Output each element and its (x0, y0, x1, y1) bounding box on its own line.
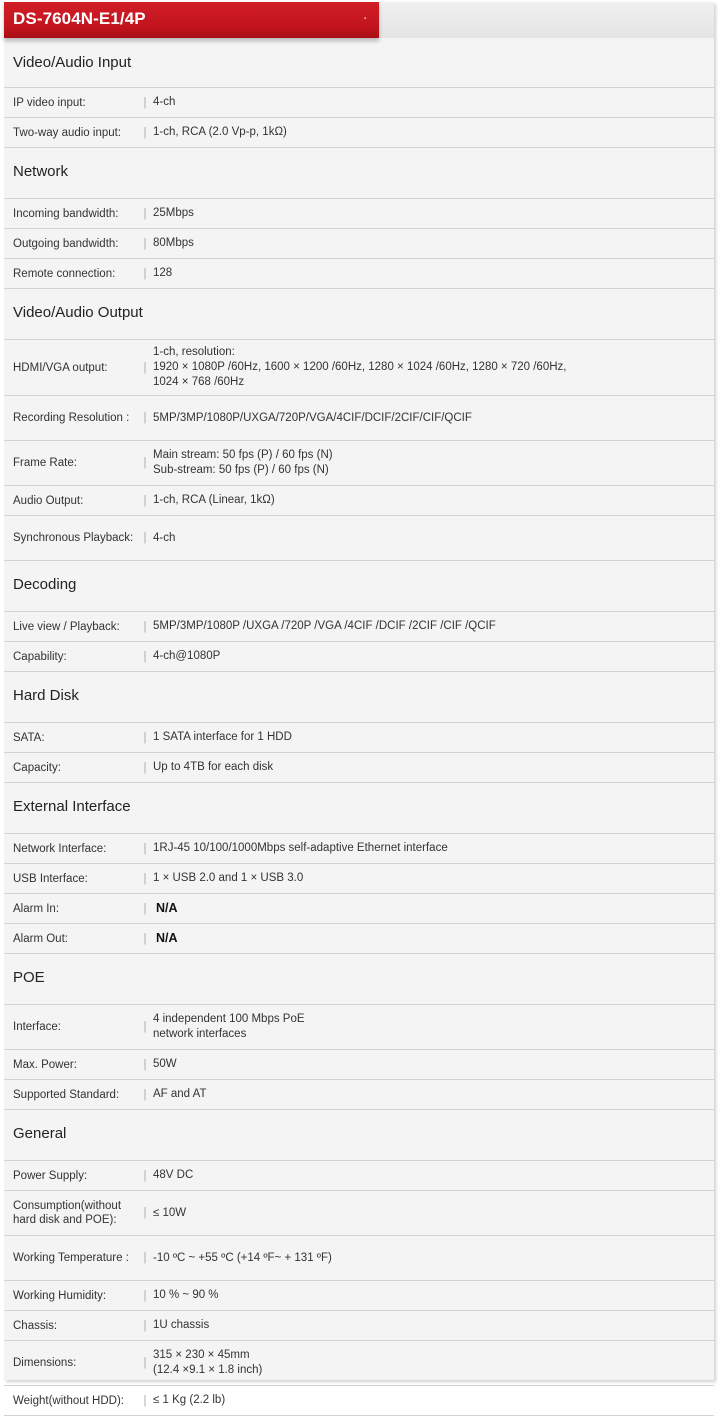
spec-row (4, 1386, 714, 1416)
spec-value-line: 25Mbps (153, 207, 194, 219)
spec-value (151, 864, 714, 893)
divider-bar: | (143, 207, 147, 220)
spec-label: Supported Standard: (13, 1088, 120, 1101)
spec-label: Live view / Playback: (13, 620, 120, 633)
spec-row (4, 864, 714, 894)
divider-bar: | (143, 267, 147, 280)
spec-value-line: AF and AT (153, 1088, 207, 1100)
divider-bar: | (143, 1319, 147, 1332)
spec-row (4, 924, 714, 954)
section-heading: Decoding (4, 561, 714, 612)
spec-row (4, 1050, 714, 1080)
spec-value-line: 80Mbps (153, 237, 194, 249)
spec-section (4, 1110, 714, 1416)
spec-row (4, 834, 714, 864)
spec-value (151, 1005, 714, 1049)
spec-value (151, 834, 714, 863)
spec-label: Recording Resolution : (13, 412, 130, 424)
spec-value-line: Up to 4TB for each disk (153, 761, 274, 773)
spec-label: Outgoing bandwidth: (13, 237, 119, 250)
spec-label: Incoming bandwidth: (13, 207, 119, 220)
spec-value-line: 1 SATA interface for 1 HDD (153, 731, 292, 743)
spec-label: Chassis: (13, 1319, 58, 1332)
spec-value-line: -10 ºC ~ +55 ºC (+14 ºF~ + 131 ºF) (153, 1251, 332, 1264)
spec-value (151, 612, 714, 641)
spec-value-line: 4-ch (153, 96, 176, 108)
spec-row (4, 1191, 714, 1236)
spec-row (4, 441, 714, 486)
divider-bar: | (143, 620, 147, 633)
spec-row (4, 1341, 714, 1386)
spec-value-line: 5MP/3MP/1080P /UXGA /720P /VGA /4CIF /DCIF /2CIF /CIF /QCIF (153, 620, 496, 632)
section-heading: General (4, 1110, 714, 1161)
spec-value-line: 4 independent 100 Mbps PoE (153, 1013, 305, 1025)
spec-value-line: 1-ch, RCA (Linear, 1kΩ) (153, 494, 275, 506)
spec-value-line: network interfaces (153, 1028, 247, 1040)
spec-value-line: ≤ 10W (153, 1206, 187, 1219)
spec-label: SATA: (13, 731, 45, 744)
spec-label: Capacity: (13, 761, 61, 774)
spec-label: Audio Output: (13, 494, 84, 507)
spec-row (4, 396, 714, 441)
spec-value (151, 88, 714, 117)
divider-bar: | (143, 1058, 147, 1071)
spec-label: Capability: (13, 650, 67, 663)
section-heading: Video/Audio Output (4, 289, 714, 340)
spec-label: Working Temperature : (13, 1252, 129, 1264)
divider-bar: | (143, 872, 147, 885)
spec-value (151, 1341, 714, 1385)
spec-value (151, 199, 714, 228)
divider-bar: | (143, 932, 147, 945)
divider-bar: | (143, 126, 147, 139)
spec-section (4, 289, 714, 561)
divider-bar: | (143, 842, 147, 855)
spec-row (4, 1281, 714, 1311)
spec-row (4, 1005, 714, 1050)
spec-label: Synchronous Playback: (13, 532, 134, 544)
spec-value (151, 340, 714, 395)
spec-label: Two-way audio input: (13, 126, 122, 139)
spec-section (4, 954, 714, 1110)
spec-value-line: 1 × USB 2.0 and 1 × USB 3.0 (153, 872, 304, 884)
spec-value-line: 4-ch (153, 531, 176, 544)
spec-value (151, 1236, 714, 1280)
section-heading: POE (4, 954, 714, 1005)
spec-value-line: 48V DC (153, 1169, 194, 1181)
spec-row (4, 1236, 714, 1281)
spec-row (4, 1080, 714, 1110)
spec-label: Frame Rate: (13, 457, 77, 469)
divider-bar: | (143, 237, 147, 250)
spec-label: Remote connection: (13, 267, 116, 280)
spec-row (4, 516, 714, 561)
spec-label: Max. Power: (13, 1058, 77, 1071)
divider-bar: | (143, 1207, 147, 1219)
spec-value-line: 1U chassis (153, 1319, 210, 1331)
divider-bar: | (143, 457, 147, 469)
divider-bar: | (143, 1289, 147, 1302)
spec-label: Alarm Out: (13, 932, 68, 945)
spec-value-line: N/A (156, 901, 178, 915)
spec-row (4, 259, 714, 289)
divider-bar: | (143, 494, 147, 507)
spec-label: Consumption(without hard disk and POE): (13, 1200, 122, 1226)
spec-row (4, 486, 714, 516)
spec-value-line: 128 (153, 267, 173, 279)
divider-bar: | (143, 412, 147, 424)
divider-bar: | (143, 532, 147, 544)
spec-value (151, 516, 714, 560)
spec-row (4, 612, 714, 642)
spec-value (151, 723, 714, 752)
spec-value (151, 229, 714, 258)
spec-label: Alarm In: (13, 902, 60, 915)
spec-sections (4, 38, 714, 1416)
spec-value-line: 1024 × 768 /60Hz (153, 376, 245, 388)
spec-value-line: 4-ch@1080P (153, 650, 221, 662)
spec-label: Weight(without HDD): (13, 1394, 124, 1407)
divider-bar: | (143, 761, 147, 774)
section-heading: External Interface (4, 783, 714, 834)
spec-value (151, 1161, 714, 1190)
spec-value (151, 259, 714, 288)
spec-value-line: 10 % ~ 90 % (153, 1289, 219, 1301)
divider-bar: | (143, 1394, 147, 1407)
spec-section (4, 38, 714, 148)
spec-value (151, 1311, 714, 1340)
divider-bar: | (143, 1021, 147, 1033)
spec-value-line: 315 × 230 × 45mm (153, 1349, 250, 1361)
spec-label: Network Interface: (13, 842, 107, 855)
spec-value (151, 441, 714, 485)
spec-value (151, 753, 714, 782)
divider-bar: | (143, 1357, 147, 1369)
spec-label: USB Interface: (13, 872, 88, 885)
divider-bar: | (143, 361, 147, 374)
divider-bar: | (143, 96, 147, 109)
banner-dot-icon: ▪ (364, 16, 367, 22)
spec-value-line: ≤ 1 Kg (2.2 lb) (153, 1394, 226, 1406)
spec-section (4, 783, 714, 954)
spec-value-line: 1-ch, RCA (2.0 Vp-p, 1kΩ) (153, 126, 287, 138)
spec-value-line: Sub-stream: 50 fps (P) / 60 fps (N) (153, 464, 329, 476)
spec-value-line: N/A (156, 931, 178, 945)
spec-row (4, 199, 714, 229)
spec-row (4, 340, 714, 396)
section-heading: Network (4, 148, 714, 199)
divider-bar: | (143, 902, 147, 915)
spec-value-line: 5MP/3MP/1080P/UXGA/720P/VGA/4CIF/DCIF/2CIF/CIF/QCIF (153, 411, 472, 424)
divider-bar: | (143, 1169, 147, 1182)
spec-value-line: (12.4 ×9.1 × 1.8 inch) (153, 1364, 263, 1376)
spec-value-line: 50W (153, 1058, 177, 1070)
page-title: DS-7604N-E1/4P (13, 9, 146, 28)
spec-value (151, 1080, 714, 1109)
spec-section (4, 561, 714, 672)
spec-value-line: 1-ch, resolution: (153, 346, 235, 358)
spec-value (151, 396, 714, 440)
divider-bar: | (143, 650, 147, 663)
spec-value (151, 1050, 714, 1079)
spec-value (151, 924, 714, 953)
spec-label: Interface: (13, 1021, 61, 1033)
spec-value-line: 1RJ-45 10/100/1000Mbps self-adaptive Ethernet interface (153, 842, 448, 854)
spec-row (4, 642, 714, 672)
spec-section (4, 148, 714, 289)
spec-value-line: 1920 × 1080P /60Hz, 1600 × 1200 /60Hz, 1280 × 1024 /60Hz, 1280 × 720 /60Hz, (153, 361, 567, 373)
spec-row (4, 229, 714, 259)
spec-row (4, 1311, 714, 1341)
divider-bar: | (143, 731, 147, 744)
spec-value (151, 118, 714, 147)
spec-row (4, 723, 714, 753)
spec-row (4, 1161, 714, 1191)
spec-sheet (4, 2, 714, 1407)
divider-bar: | (143, 1252, 147, 1264)
spec-label: Dimensions: (13, 1357, 77, 1369)
section-heading: Video/Audio Input (4, 38, 714, 88)
spec-row (4, 753, 714, 783)
divider-bar: | (143, 1088, 147, 1101)
title-bar (4, 2, 714, 38)
spec-value (151, 486, 714, 515)
spec-section (4, 672, 714, 783)
spec-value (151, 894, 714, 923)
spec-row (4, 118, 714, 148)
spec-row (4, 894, 714, 924)
section-heading: Hard Disk (4, 672, 714, 723)
spec-value-line: Main stream: 50 fps (P) / 60 fps (N) (153, 449, 333, 461)
spec-label: Power Supply: (13, 1169, 88, 1182)
spec-value (151, 1191, 714, 1235)
spec-value (151, 1386, 714, 1415)
spec-row (4, 88, 714, 118)
spec-label: IP video input: (13, 96, 86, 109)
spec-label: HDMI/VGA output: (13, 361, 108, 374)
spec-value (151, 1281, 714, 1310)
spec-value (151, 642, 714, 671)
spec-label: Working Humidity: (13, 1289, 107, 1302)
